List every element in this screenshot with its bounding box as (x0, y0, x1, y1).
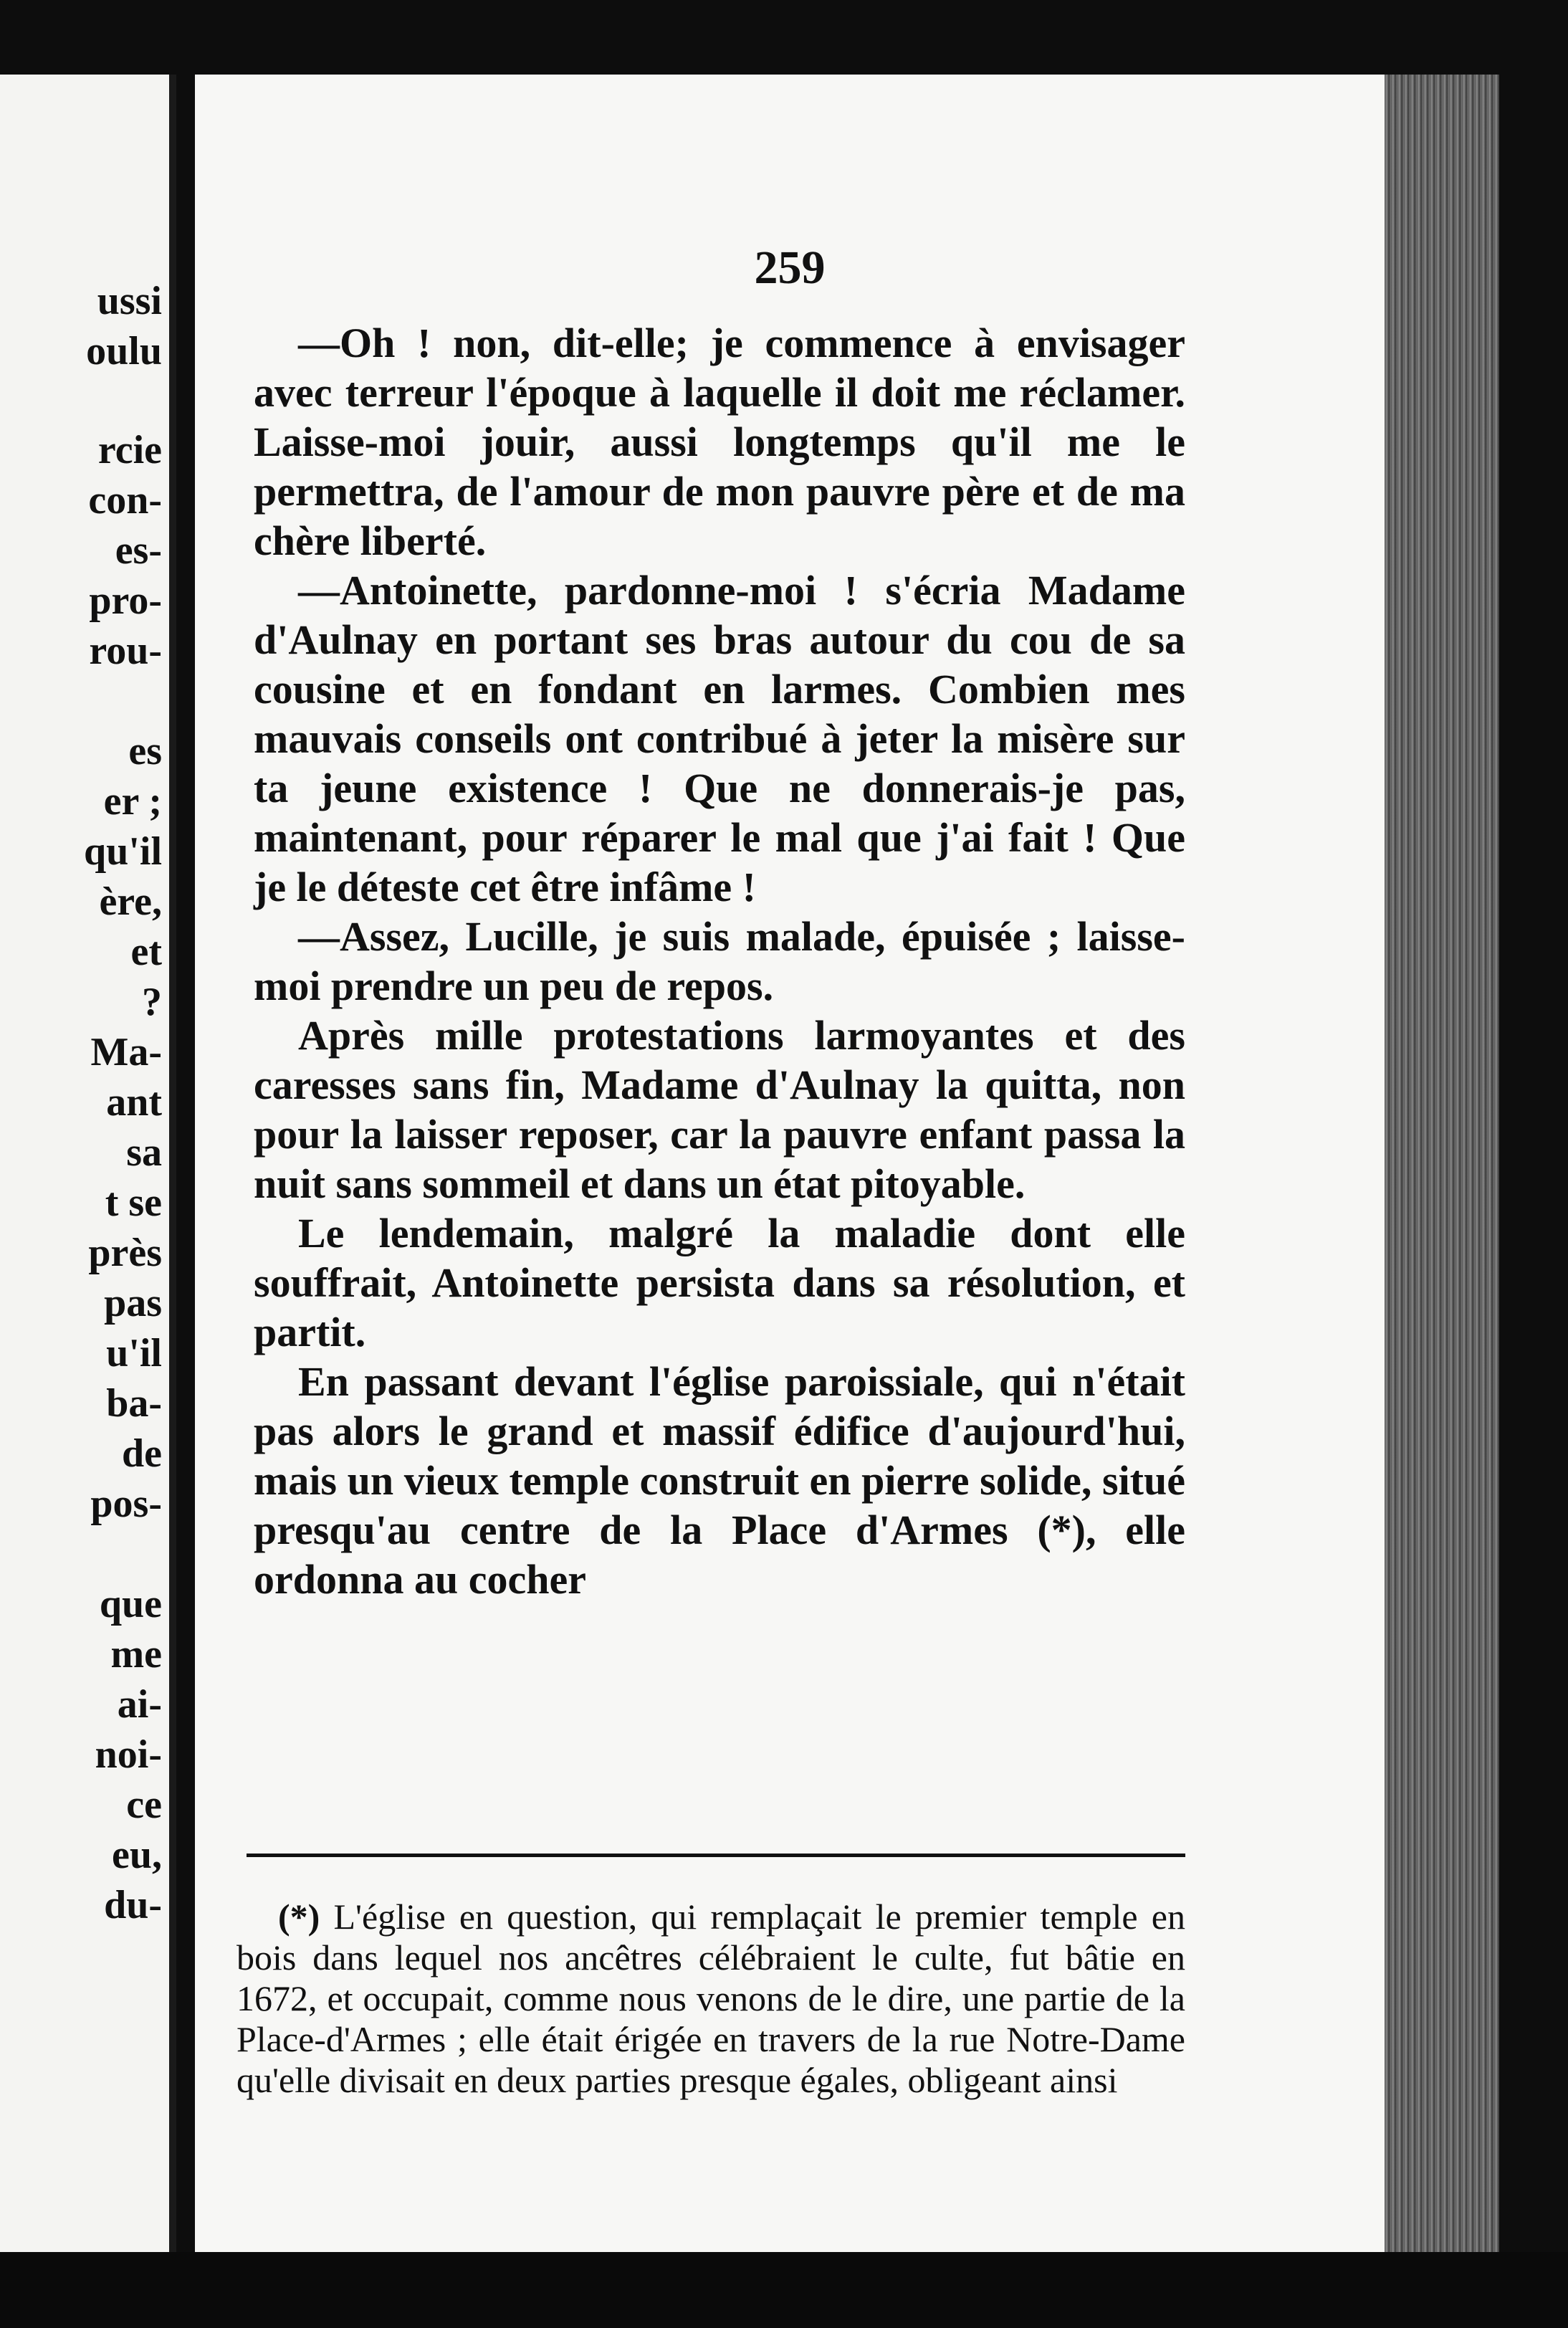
paragraph: Après mille protestations larmoyantes et des caresses sans fin, Madame d'Aulnay la quitta, non pour la laisser reposer, car la pauvre enfant passa la nuit sans sommeil et dans un état pitoyable. (254, 1012, 1185, 1207)
left-page-line-fragment: es- (115, 528, 162, 573)
left-page-line-fragment: sa (126, 1130, 162, 1175)
left-page-line-fragment: ba- (106, 1381, 162, 1426)
page-number: 259 (754, 242, 826, 294)
paragraph: —Antoinette, pardonne-moi ! s'écria Madame d'Aulnay en portant ses bras autour du cou de sa cousine et en fondant en larmes. Combien mes mauvais conseils ont contribué à jeter la misère sur ta jeune existence ! Que ne donnerais-je pas, maintenant, pour réparer le mal que j'ai fait ! Que je le déteste cet être infâme ! (254, 567, 1185, 910)
left-page-line-fragment: qu'il (84, 829, 162, 874)
footnote-marker: (*) (278, 1897, 320, 1937)
left-page-line-fragment: eu, (112, 1833, 162, 1877)
page-edges (1385, 75, 1499, 2268)
left-page-line-fragment: con- (88, 478, 162, 523)
paragraph: —Oh ! non, dit-elle; je commence à envisager avec terreur l'époque à laquelle il doit me réclamer. Laisse-moi jouir, aussi longtemps qu'il me le permettra, de l'amour de mon pauvre père et de ma chère liberté. (254, 320, 1185, 564)
left-page-line-fragment: pos- (90, 1482, 162, 1526)
left-page-line-fragment: rcie (97, 428, 162, 472)
left-page-line-fragment: ussi (97, 279, 162, 323)
left-page-line-fragment: oulu (86, 329, 162, 373)
paragraph: En passant devant l'église paroissiale, qui n'était pas alors le grand et massif édifice d'aujourd'hui, mais un vieux temple construit en pierre solide, situé presqu'au centre de la Place d'Armes (*), elle ordonna au cocher (254, 1358, 1185, 1603)
left-page-line-fragment: u'il (106, 1331, 162, 1375)
paragraph: —Assez, Lucille, je suis malade, épuisée ; laisse-moi prendre un peu de repos. (254, 913, 1185, 1009)
left-page-line-fragment: pro- (89, 578, 162, 623)
left-page-line-fragment: ant (106, 1080, 162, 1125)
body-text (254, 318, 1185, 1604)
left-page-line-fragment: de (122, 1431, 162, 1476)
footnote (236, 1897, 1185, 2101)
scan-border (0, 2252, 1568, 2328)
left-page-line-fragment: ai- (117, 1682, 162, 1727)
left-page-line-fragment: ère, (99, 879, 162, 924)
left-page-line-fragment: rou- (89, 629, 162, 673)
previous-page-fragment (0, 75, 176, 2252)
footnote-paragraph (236, 1897, 1185, 2101)
book-page (195, 75, 1385, 2261)
left-page-line-fragment: près (88, 1231, 162, 1275)
left-page-line-fragment: er ; (103, 779, 162, 824)
left-page-line-fragment: ? (142, 980, 162, 1024)
left-page-line-fragment: me (110, 1632, 162, 1676)
left-page-line-fragment: du- (104, 1883, 162, 1927)
footnote-text: L'église en question, qui remplaçait le premier temple en bois dans lequel nos ancêtres célébraient le culte, fut bâtie en 1672, et occupait, comme nous venons de le dire, une partie de la Place-d'Armes ; elle était érigée en travers de la rue Notre-Dame qu'elle divisait en deux parties presque égales, obligeant ainsi (236, 1897, 1185, 2100)
footnote-divider (247, 1854, 1185, 1857)
left-page-line-fragment: Ma- (90, 1030, 162, 1074)
left-page-line-fragment: ce (126, 1783, 162, 1827)
left-page-line-fragment: noi- (95, 1732, 162, 1777)
left-page-line-fragment: t se (105, 1180, 162, 1225)
left-page-line-fragment: es (128, 729, 162, 773)
left-page-line-fragment: pas (104, 1281, 162, 1325)
paragraph: Le lendemain, malgré la maladie dont elle souffrait, Antoinette persista dans sa résolution, et partit. (254, 1210, 1185, 1355)
left-page-line-fragment: que (99, 1582, 162, 1626)
left-page-line-fragment: et (130, 930, 162, 974)
